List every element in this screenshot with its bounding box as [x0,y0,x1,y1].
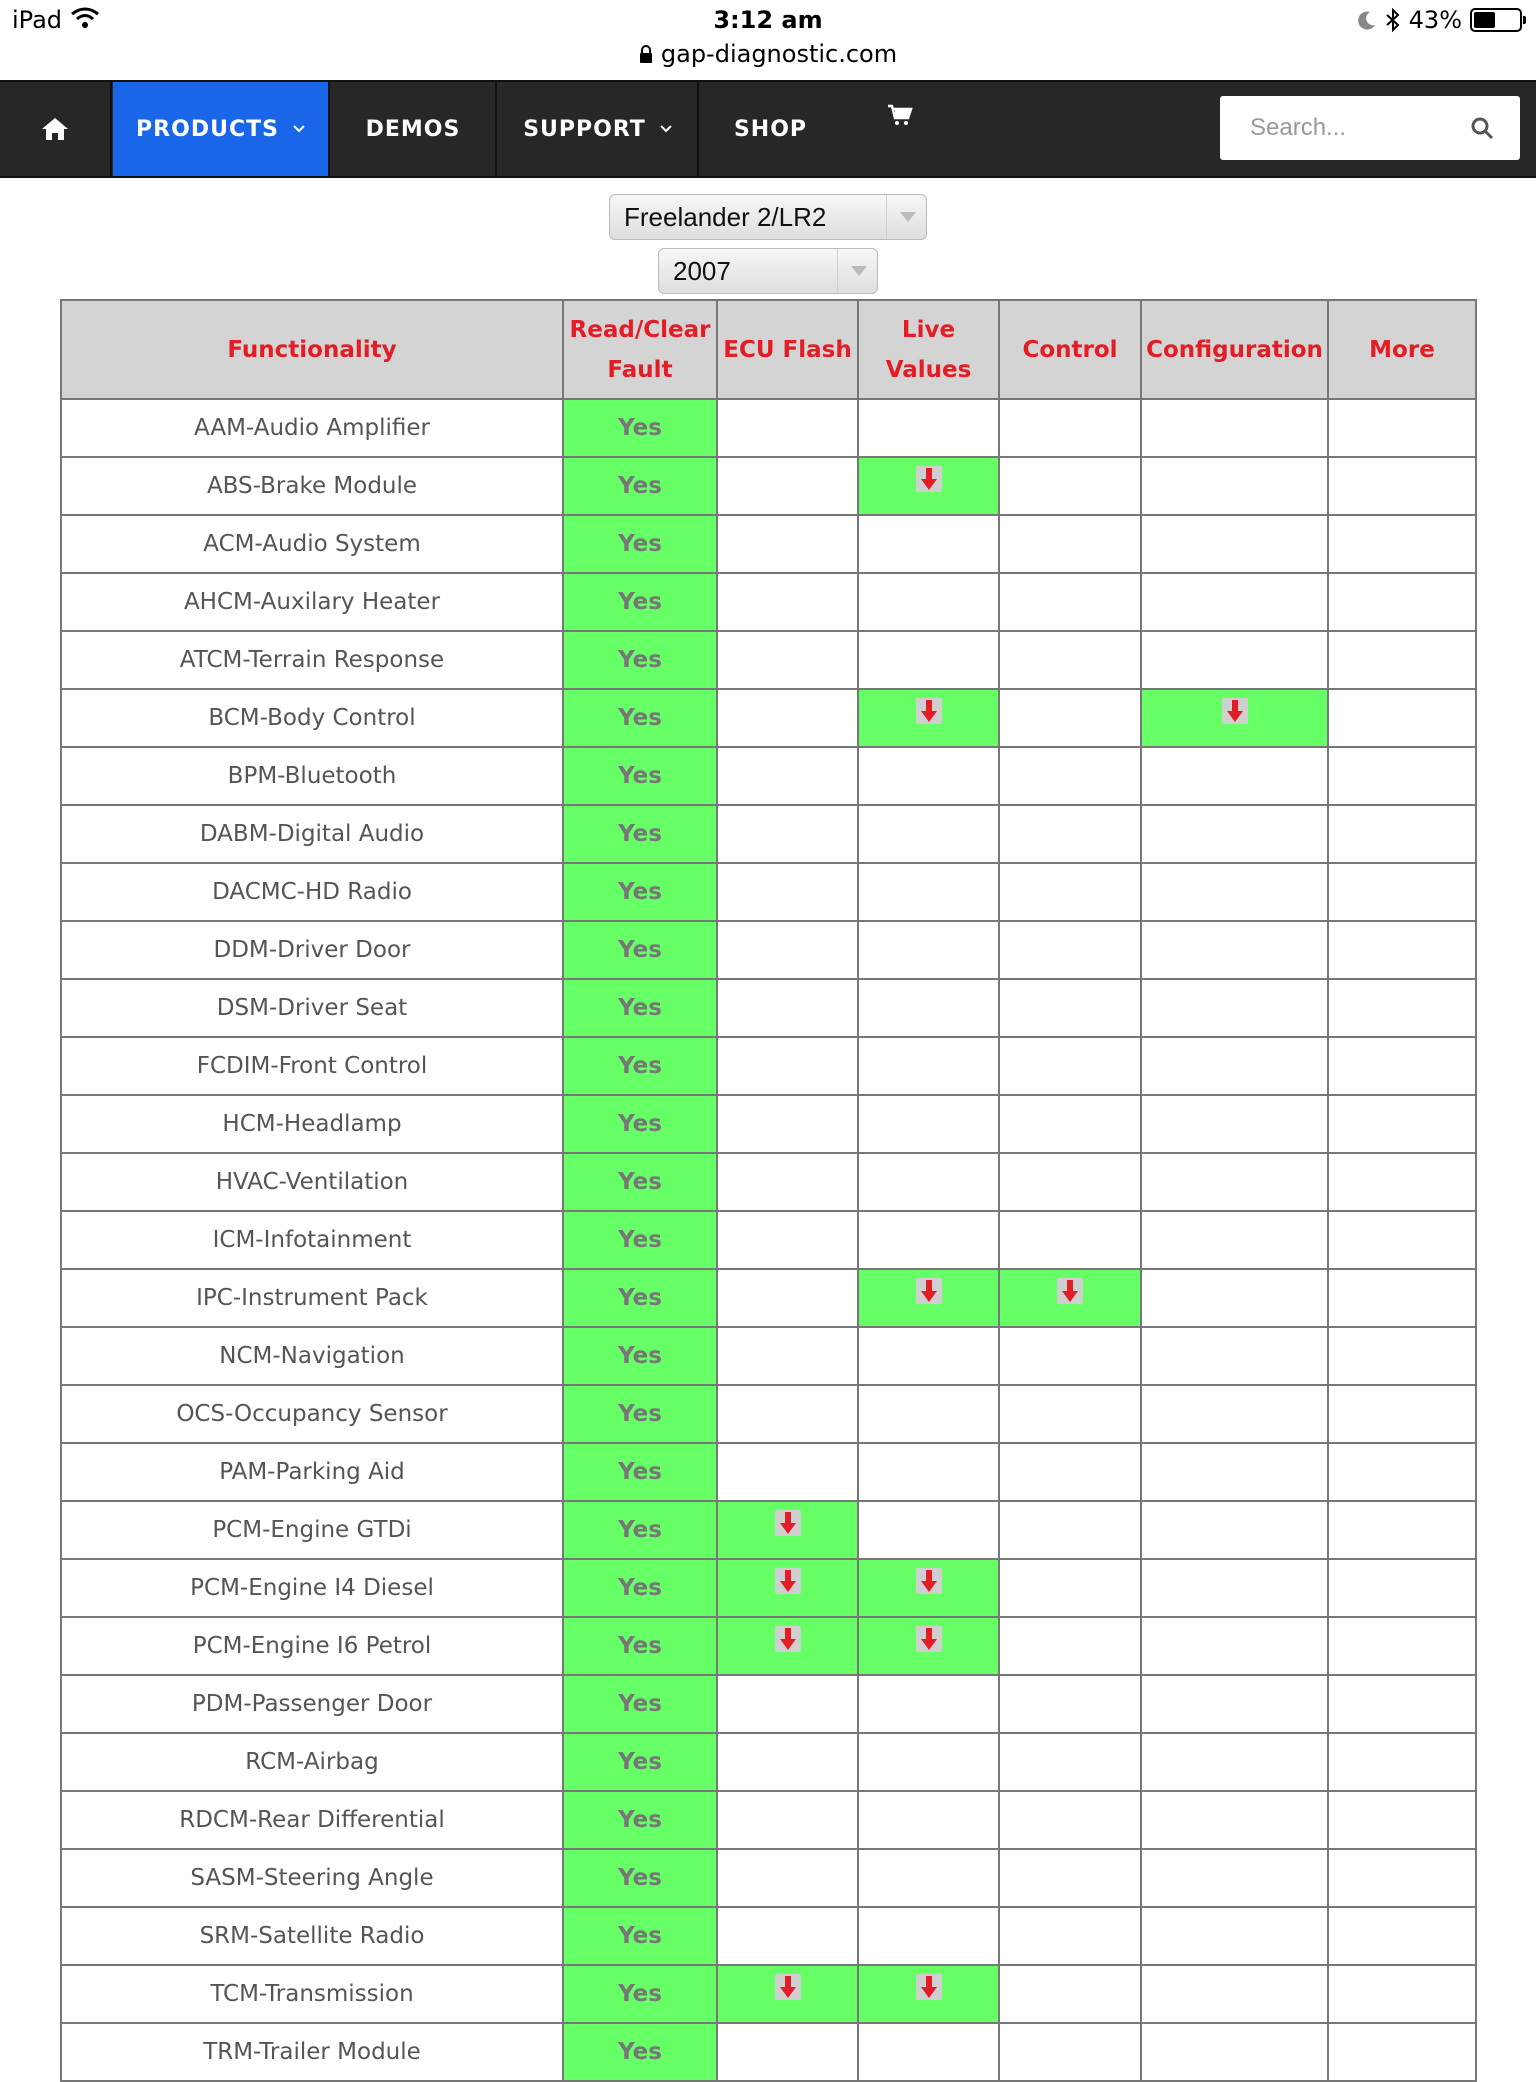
live-values-cell [858,863,999,921]
module-name: DABM-Digital Audio [61,805,563,863]
header-configuration: Configuration [1141,300,1328,399]
more-cell [1328,631,1476,689]
more-cell [1328,1095,1476,1153]
table-row [61,1327,1476,1385]
dropdown-arrow-icon [886,195,926,239]
more-cell [1328,399,1476,457]
configuration-cell [1141,1153,1328,1211]
table-row [61,805,1476,863]
status-bar [0,0,1536,80]
configuration-cell [1141,979,1328,1037]
table-row [61,921,1476,979]
control-cell [999,1791,1141,1849]
download-arrow-icon[interactable] [916,466,942,492]
live-values-cell[interactable] [858,1965,999,2023]
ecu-flash-cell [717,747,858,805]
moon-icon [1357,10,1377,30]
read-clear-fault-cell: Yes [563,1443,717,1501]
table-row [61,1791,1476,1849]
more-cell [1328,1965,1476,2023]
more-cell [1328,1907,1476,1965]
module-name: HCM-Headlamp [61,1095,563,1153]
header-functionality: Functionality [61,300,563,399]
more-cell [1328,2023,1476,2081]
read-clear-fault-cell: Yes [563,1559,717,1617]
download-arrow-icon[interactable] [916,1626,942,1652]
table-row [61,2023,1476,2081]
live-values-cell [858,631,999,689]
ecu-flash-cell[interactable] [717,1617,858,1675]
control-cell [999,1095,1141,1153]
live-values-cell [858,399,999,457]
dropdown-arrow-icon [837,249,877,293]
table-row [61,1501,1476,1559]
search-icon[interactable] [1470,116,1494,140]
module-name: PCM-Engine GTDi [61,1501,563,1559]
control-cell [999,1733,1141,1791]
main-nav [0,80,1536,178]
live-values-cell [858,1211,999,1269]
configuration-cell [1141,1037,1328,1095]
read-clear-fault-cell: Yes [563,1095,717,1153]
control-cell [999,747,1141,805]
table-row [61,1907,1476,1965]
ecu-flash-cell [717,573,858,631]
live-values-cell[interactable] [858,689,999,747]
configuration-cell [1141,1385,1328,1443]
read-clear-fault-cell: Yes [563,1153,717,1211]
ecu-flash-cell [717,1443,858,1501]
ecu-flash-cell [717,1211,858,1269]
more-cell [1328,1037,1476,1095]
read-clear-fault-cell: Yes [563,1037,717,1095]
ecu-flash-cell[interactable] [717,1501,858,1559]
configuration-cell [1141,399,1328,457]
more-cell [1328,1617,1476,1675]
control-cell [999,399,1141,457]
module-name: DDM-Driver Door [61,921,563,979]
home-icon [41,117,69,141]
ecu-flash-cell [717,921,858,979]
module-name: TRM-Trailer Module [61,2023,563,2081]
live-values-cell [858,1095,999,1153]
device-name: iPad [12,6,63,34]
live-values-cell[interactable] [858,1269,999,1327]
control-cell [999,1675,1141,1733]
more-cell [1328,573,1476,631]
read-clear-fault-cell: Yes [563,1617,717,1675]
module-name: NCM-Navigation [61,1327,563,1385]
download-arrow-icon[interactable] [775,1568,801,1594]
more-cell [1328,1443,1476,1501]
download-arrow-icon[interactable] [775,1626,801,1652]
search-input[interactable] [1220,96,1460,160]
nav-products-label: PRODUCTS [136,116,279,142]
more-cell [1328,1153,1476,1211]
more-cell [1328,1501,1476,1559]
configuration-cell [1141,1501,1328,1559]
nav-cart-button[interactable] [870,68,930,162]
control-cell [999,1907,1141,1965]
more-cell [1328,1211,1476,1269]
table-row [61,1733,1476,1791]
header-control: Control [999,300,1141,399]
read-clear-fault-cell: Yes [563,1501,717,1559]
live-values-cell [858,921,999,979]
module-name: DACMC-HD Radio [61,863,563,921]
more-cell [1328,979,1476,1037]
battery-icon [1470,8,1522,32]
table-row [61,979,1476,1037]
control-cell [999,1037,1141,1095]
ecu-flash-cell [717,863,858,921]
nav-demos-label: DEMOS [365,116,461,142]
module-name: ATCM-Terrain Response [61,631,563,689]
table-row [61,573,1476,631]
configuration-cell [1141,1269,1328,1327]
configuration-cell [1141,515,1328,573]
module-name: PCM-Engine I4 Diesel [61,1559,563,1617]
live-values-cell [858,979,999,1037]
module-name: TCM-Transmission [61,1965,563,2023]
ecu-flash-cell [717,1385,858,1443]
table-row [61,515,1476,573]
read-clear-fault-cell: Yes [563,863,717,921]
chevron-down-icon [293,125,305,133]
module-name: ACM-Audio System [61,515,563,573]
control-cell [999,2023,1141,2081]
live-values-cell [858,1675,999,1733]
read-clear-fault-cell: Yes [563,921,717,979]
header-read-clear-fault: Read/Clear Fault [563,300,717,399]
live-values-cell [858,1327,999,1385]
control-cell [999,863,1141,921]
more-cell [1328,1327,1476,1385]
configuration-cell [1141,1443,1328,1501]
module-name: PCM-Engine I6 Petrol [61,1617,563,1675]
read-clear-fault-cell: Yes [563,689,717,747]
live-values-cell [858,515,999,573]
configuration-cell [1141,1733,1328,1791]
read-clear-fault-cell: Yes [563,805,717,863]
control-cell [999,805,1141,863]
configuration-cell [1141,1675,1328,1733]
live-values-cell [858,747,999,805]
table-row [61,1211,1476,1269]
control-cell [999,1211,1141,1269]
more-cell [1328,1269,1476,1327]
ecu-flash-cell [717,1327,858,1385]
read-clear-fault-cell: Yes [563,1269,717,1327]
ecu-flash-cell [717,1849,858,1907]
live-values-cell[interactable] [858,1617,999,1675]
more-cell [1328,747,1476,805]
ecu-flash-cell [717,399,858,457]
download-arrow-icon[interactable] [916,698,942,724]
ecu-flash-cell [717,515,858,573]
download-arrow-icon[interactable] [916,1278,942,1304]
live-values-cell [858,1849,999,1907]
ecu-flash-cell[interactable] [717,1965,858,2023]
table-row [61,1385,1476,1443]
live-values-cell [858,1501,999,1559]
control-cell [999,631,1141,689]
download-arrow-icon[interactable] [1222,698,1248,724]
download-arrow-icon[interactable] [775,1974,801,2000]
live-values-cell [858,1907,999,1965]
module-name: HVAC-Ventilation [61,1153,563,1211]
control-cell [999,921,1141,979]
ecu-flash-cell [717,1095,858,1153]
functionality-table [60,299,1477,2082]
control-cell [999,979,1141,1037]
ecu-flash-cell [717,1675,858,1733]
module-name: BPM-Bluetooth [61,747,563,805]
read-clear-fault-cell: Yes [563,1211,717,1269]
read-clear-fault-cell: Yes [563,747,717,805]
download-arrow-icon[interactable] [916,1974,942,2000]
read-clear-fault-cell: Yes [563,399,717,457]
module-name: AAM-Audio Amplifier [61,399,563,457]
table-row [61,747,1476,805]
table-row [61,689,1476,747]
read-clear-fault-cell: Yes [563,1965,717,2023]
ecu-flash-cell [717,1791,858,1849]
module-name: SRM-Satellite Radio [61,1907,563,1965]
live-values-cell [858,1733,999,1791]
cart-icon [887,104,913,126]
module-name: PDM-Passenger Door [61,1675,563,1733]
read-clear-fault-cell: Yes [563,1733,717,1791]
table-header-row [61,300,1476,399]
read-clear-fault-cell: Yes [563,1849,717,1907]
configuration-cell [1141,1849,1328,1907]
ecu-flash-cell [717,805,858,863]
control-cell [999,1501,1141,1559]
url-text: gap-diagnostic.com [660,40,898,68]
live-values-cell[interactable] [858,457,999,515]
more-cell [1328,1675,1476,1733]
table-row [61,1559,1476,1617]
more-cell [1328,1733,1476,1791]
read-clear-fault-cell: Yes [563,515,717,573]
model-select[interactable] [609,194,927,240]
header-ecu-flash: ECU Flash [717,300,858,399]
table-row [61,1269,1476,1327]
module-name: DSM-Driver Seat [61,979,563,1037]
ecu-flash-cell [717,2023,858,2081]
configuration-cell [1141,747,1328,805]
live-values-cell [858,1037,999,1095]
bluetooth-icon [1385,8,1401,32]
configuration-cell [1141,1617,1328,1675]
live-values-cell [858,1153,999,1211]
ecu-flash-cell [717,689,858,747]
ecu-flash-cell [717,979,858,1037]
chevron-down-icon [660,125,672,133]
nav-support[interactable] [498,82,699,176]
module-name: AHCM-Auxilary Heater [61,573,563,631]
table-row [61,631,1476,689]
control-cell [999,515,1141,573]
read-clear-fault-cell: Yes [563,979,717,1037]
configuration-cell [1141,631,1328,689]
live-values-cell [858,1385,999,1443]
live-values-cell [858,1791,999,1849]
control-cell [999,1617,1141,1675]
header-more: More [1328,300,1476,399]
more-cell [1328,515,1476,573]
more-cell [1328,689,1476,747]
download-arrow-icon[interactable] [1057,1278,1083,1304]
table-row [61,1675,1476,1733]
configuration-cell [1141,1965,1328,2023]
read-clear-fault-cell: Yes [563,1791,717,1849]
module-name: ABS-Brake Module [61,457,563,515]
configuration-cell [1141,573,1328,631]
read-clear-fault-cell: Yes [563,1385,717,1443]
configuration-cell [1141,1095,1328,1153]
nav-shop-label: SHOP [733,116,808,142]
control-cell [999,1559,1141,1617]
ecu-flash-cell [717,631,858,689]
live-values-cell[interactable] [858,1559,999,1617]
address-bar[interactable] [0,40,1536,68]
module-name: PAM-Parking Aid [61,1443,563,1501]
live-values-cell [858,2023,999,2081]
search-box [1220,96,1520,160]
control-cell [999,573,1141,631]
year-select[interactable] [658,248,878,294]
table-row [61,1849,1476,1907]
ecu-flash-cell [717,1037,858,1095]
configuration-cell [1141,1211,1328,1269]
read-clear-fault-cell: Yes [563,573,717,631]
configuration-cell[interactable] [1141,689,1328,747]
read-clear-fault-cell: Yes [563,1327,717,1385]
live-values-cell [858,573,999,631]
control-cell [999,1965,1141,2023]
live-values-cell [858,1443,999,1501]
nav-shop[interactable] [700,82,841,176]
ecu-flash-cell [717,457,858,515]
control-cell [999,1385,1141,1443]
configuration-cell [1141,921,1328,979]
read-clear-fault-cell: Yes [563,1675,717,1733]
control-cell [999,689,1141,747]
header-live-values: Live Values [858,300,999,399]
module-name: FCDIM-Front Control [61,1037,563,1095]
nav-products[interactable] [113,82,330,176]
configuration-cell [1141,1907,1328,1965]
table-row [61,1965,1476,2023]
live-values-cell [858,805,999,863]
module-name: RCM-Airbag [61,1733,563,1791]
battery-percent: 43% [1408,6,1462,34]
module-name: BCM-Body Control [61,689,563,747]
clock: 3:12 am [713,6,823,34]
control-cell [999,1849,1141,1907]
more-cell [1328,1559,1476,1617]
nav-home-button[interactable] [0,82,112,176]
ecu-flash-cell [717,1907,858,1965]
read-clear-fault-cell: Yes [563,2023,717,2081]
configuration-cell [1141,1791,1328,1849]
configuration-cell [1141,863,1328,921]
table-row [61,1153,1476,1211]
model-select-value: Freelander 2/LR2 [624,201,827,232]
module-name: OCS-Occupancy Sensor [61,1385,563,1443]
control-cell[interactable] [999,1269,1141,1327]
control-cell [999,1327,1141,1385]
table-row [61,1443,1476,1501]
nav-demos[interactable] [331,82,497,176]
module-name: RDCM-Rear Differential [61,1791,563,1849]
module-name: IPC-Instrument Pack [61,1269,563,1327]
table-row [61,1037,1476,1095]
more-cell [1328,1791,1476,1849]
more-cell [1328,1385,1476,1443]
table-row [61,399,1476,457]
table-row [61,863,1476,921]
configuration-cell [1141,457,1328,515]
read-clear-fault-cell: Yes [563,457,717,515]
ecu-flash-cell [717,1153,858,1211]
module-name: ICM-Infotainment [61,1211,563,1269]
more-cell [1328,921,1476,979]
download-arrow-icon[interactable] [775,1510,801,1536]
read-clear-fault-cell: Yes [563,1907,717,1965]
year-select-value: 2007 [673,255,731,286]
control-cell [999,1443,1141,1501]
configuration-cell [1141,1559,1328,1617]
table-row [61,1617,1476,1675]
more-cell [1328,457,1476,515]
nav-support-label: SUPPORT [523,116,646,142]
table-row [61,1095,1476,1153]
read-clear-fault-cell: Yes [563,631,717,689]
module-name: SASM-Steering Angle [61,1849,563,1907]
lock-icon [639,45,653,63]
configuration-cell [1141,805,1328,863]
configuration-cell [1141,2023,1328,2081]
status-icons [1357,6,1522,34]
ecu-flash-cell[interactable] [717,1559,858,1617]
more-cell [1328,863,1476,921]
ecu-flash-cell [717,1269,858,1327]
more-cell [1328,1849,1476,1907]
more-cell [1328,805,1476,863]
ecu-flash-cell [717,1733,858,1791]
configuration-cell [1141,1327,1328,1385]
control-cell [999,457,1141,515]
control-cell [999,1153,1141,1211]
download-arrow-icon[interactable] [916,1568,942,1594]
table-row [61,457,1476,515]
